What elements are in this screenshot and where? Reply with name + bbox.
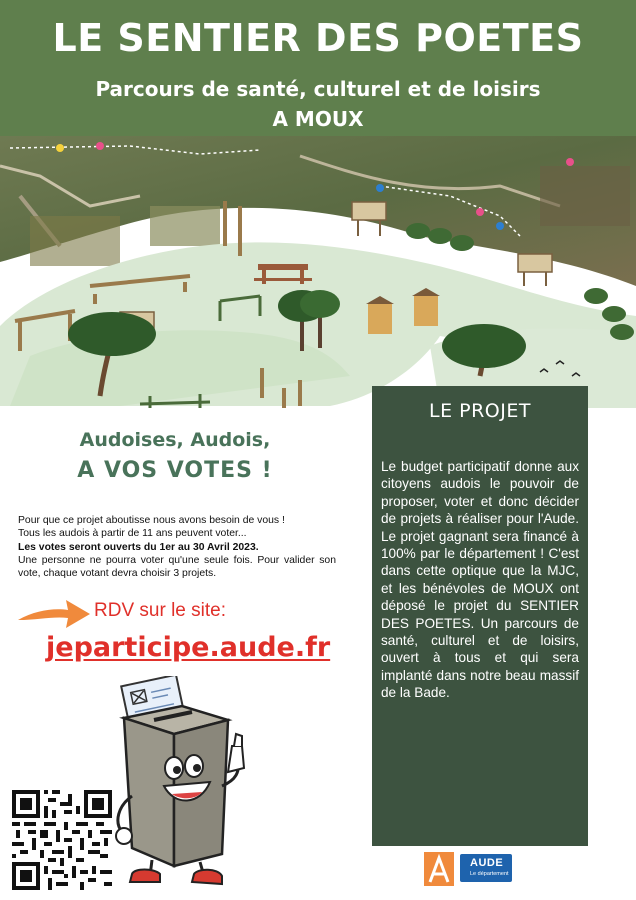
- projet-description: Le budget participatif donne aux citoyens audois le pouvoir de proposer, voter et donc décider de projets à réaliser pour l'Aude. Le projet gagnant sera financé à 100% par le département ! C'est dans cette optique que la MJC, et les bénévoles de MOUX ont déposé le projet du SENTIER DES POETES. Un parcours de santé, culturel et de loisirs, ouvert à tous et qui sera implanté dans notre beau massif de la Bade.: [381, 459, 579, 701]
- rdv-label: RDV sur le site:: [94, 600, 226, 621]
- page-title: LE SENTIER DES POETES: [52, 16, 584, 60]
- aude-logos: [424, 850, 524, 890]
- projet-panel: [372, 386, 588, 846]
- votes-heading-line1: Audoises, Audois,: [79, 429, 271, 451]
- page-location: A MOUX: [272, 107, 364, 131]
- votes-heading: [40, 428, 310, 486]
- trail-illustration-graphic: [0, 136, 636, 408]
- aude-emblem-icon: [424, 852, 454, 886]
- info-rules: Une personne ne pourra voter qu'une seule fois. Pour valider son vote, chaque votant devra choisir 3 projets.: [18, 554, 336, 580]
- info-dates: Les votes seront ouverts du 1er au 30 Avril 2023.: [18, 541, 259, 553]
- projet-title: LE PROJET: [429, 400, 531, 422]
- aude-logo-name: AUDE: [470, 857, 504, 869]
- trail-illustration: [0, 136, 636, 408]
- qr-code-icon[interactable]: [12, 790, 112, 890]
- aude-logo-tagline: Le département: [470, 871, 509, 877]
- arrow-right-icon: [16, 590, 92, 632]
- site-link[interactable]: jeparticipe.aude.fr: [46, 632, 331, 663]
- info-eligibility: Tous les audois à partir de 11 ans peuvent voter...: [18, 528, 247, 540]
- page-subtitle: Parcours de santé, culturel et de loisirs: [95, 77, 541, 101]
- info-need-you: Pour que ce projet aboutisse nous avons besoin de vous !: [18, 515, 285, 526]
- header-banner: [0, 0, 636, 136]
- votes-heading-line2: A VOS VOTES !: [77, 458, 273, 483]
- ballot-box-mascot-icon: [104, 676, 284, 888]
- vote-info: [18, 514, 336, 580]
- aude-department-logo: [460, 854, 512, 882]
